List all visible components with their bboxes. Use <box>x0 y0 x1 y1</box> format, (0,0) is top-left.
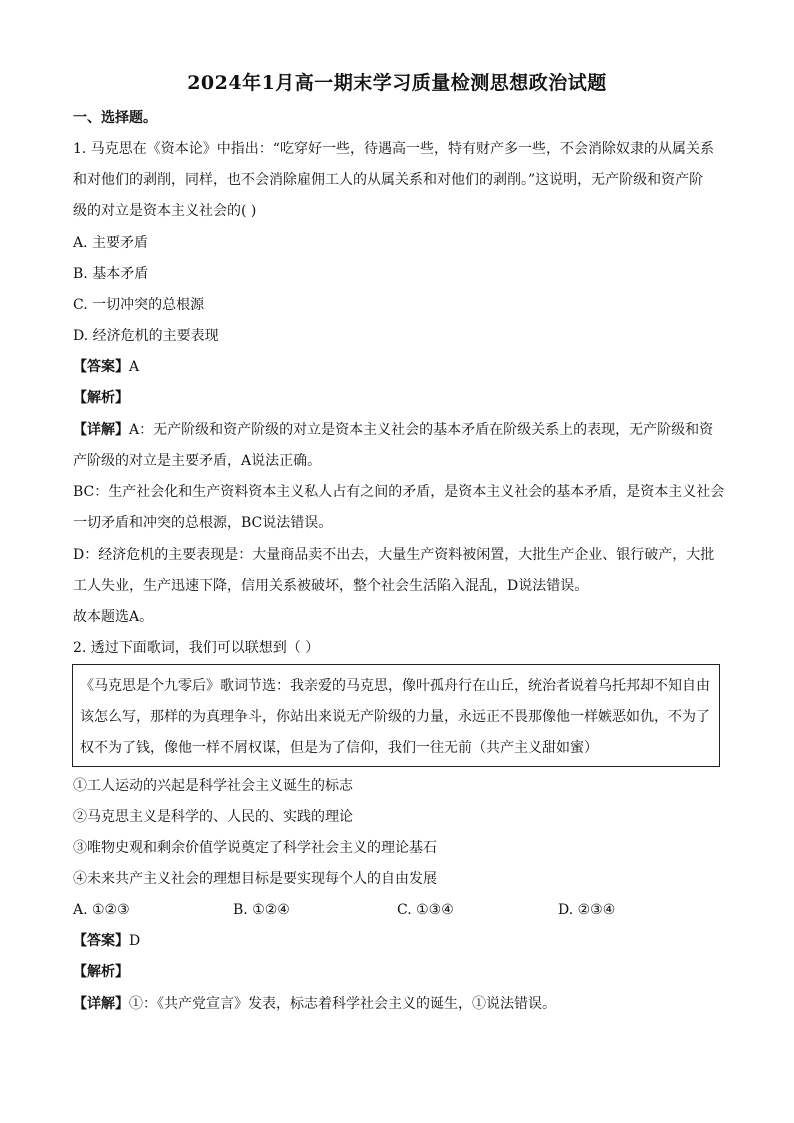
q2-statement-3: ③唯物史观和剩余价值学说奠定了科学社会主义的理论基石 <box>73 840 437 856</box>
q1-option-a: A. 主要矛盾 <box>73 235 149 251</box>
q2-analysis-tag <box>73 962 129 982</box>
q1-detail-line-1 <box>73 420 713 440</box>
q2-detail-line-1 <box>73 994 556 1014</box>
q1-option-d: D. 经济危机的主要表现 <box>73 328 219 344</box>
q2-option-a: A. ①②③ <box>73 902 130 918</box>
q1-detail-line-2: 产阶级的对立是主要矛盾，A说法正确。 <box>73 453 322 469</box>
answer-tag: 【答案】 <box>73 933 129 949</box>
analysis-tag: 【解析】 <box>73 964 129 980</box>
quote-line-1: 《马克思是个九零后》歌词节选：我亲爱的马克思，像叶孤舟行在山丘，统治者说着乌托邦却不知自由 <box>80 678 710 694</box>
q2-statement-4: ④未来共产主义社会的理想目标是要实现每个人的自由发展 <box>73 871 437 887</box>
q1-conclusion: 故本题选A。 <box>73 609 154 625</box>
analysis-tag: 【解析】 <box>73 390 129 406</box>
q1-stem-line-1: 1. 马克思在《资本论》中指出：“吃穿好一些，待遇高一些，特有财产多一些，不会消除奴隶的从属关系 <box>73 141 714 157</box>
answer-tag: 【答案】 <box>73 359 129 375</box>
q1-option-c: C. 一切冲突的总根源 <box>73 297 205 313</box>
detail-tag: 【详解】 <box>73 422 129 438</box>
answer-value: D <box>129 933 141 949</box>
q1-answer <box>73 357 139 377</box>
q2-option-d: D. ②③④ <box>558 902 616 918</box>
answer-value: A <box>129 359 140 375</box>
q1-stem-line-2: 和对他们的剥削，同样，也不会消除雇佣工人的从属关系和对他们的剥削。”这说明，无产阶级和资产阶 <box>73 172 704 188</box>
section-heading: 一、选择题。 <box>73 110 157 126</box>
q1-stem-line-3: 级的对立是资本主义社会的( ) <box>73 203 257 219</box>
quote-line-3: 权不为了钱，像他一样不屑权谋，但是为了信仰，我们一往无前（共产主义甜如蜜） <box>80 740 598 756</box>
q1-analysis-tag <box>73 388 129 408</box>
q2-answer <box>73 931 140 951</box>
q2-statement-1: ①工人运动的兴起是科学社会主义诞生的标志 <box>73 778 353 794</box>
lyrics-quote-box <box>72 664 720 767</box>
q1-detail-line-5: D：经济危机的主要表现是：大量商品卖不出去，大量生产资料被闲置，大批生产企业、银行破产，大批 <box>73 547 715 563</box>
q1-detail-line-6: 工人失业，生产迅速下降，信用关系被破坏，整个社会生活陷入混乱，D说法错误。 <box>73 578 589 594</box>
q1-option-b: B. 基本矛盾 <box>73 266 149 282</box>
q2-option-b: B. ①②④ <box>233 902 290 918</box>
quote-line-2: 该怎么写，那样的为真理争斗，你站出来说无产阶级的力量，永远正不畏那像他一样嫉恶如仇，不为了 <box>80 709 710 725</box>
detail-text: A：无产阶级和资产阶级的对立是资本主义社会的基本矛盾在阶级关系上的表现，无产阶级和资 <box>129 422 714 438</box>
q1-detail-line-4: 一切矛盾和冲突的总根源，BC说法错误。 <box>73 515 333 531</box>
q2-option-c: C. ①③④ <box>397 902 454 918</box>
q2-stem: 2. 透过下面歌词，我们可以联想到（ ） <box>73 640 320 656</box>
q1-detail-line-3: BC：生产社会化和生产资料资本主义私人占有之间的矛盾，是资本主义社会的基本矛盾，是资本主义社会 <box>73 484 725 500</box>
detail-tag: 【详解】 <box>73 996 129 1012</box>
detail-text: ①：《共产党宣言》发表，标志着科学社会主义的诞生，①说法错误。 <box>129 996 556 1012</box>
q2-statement-2: ②马克思主义是科学的、人民的、实践的理论 <box>73 809 353 825</box>
page-title: 2024年1月高一期末学习质量检测思想政治试题 <box>187 72 607 94</box>
